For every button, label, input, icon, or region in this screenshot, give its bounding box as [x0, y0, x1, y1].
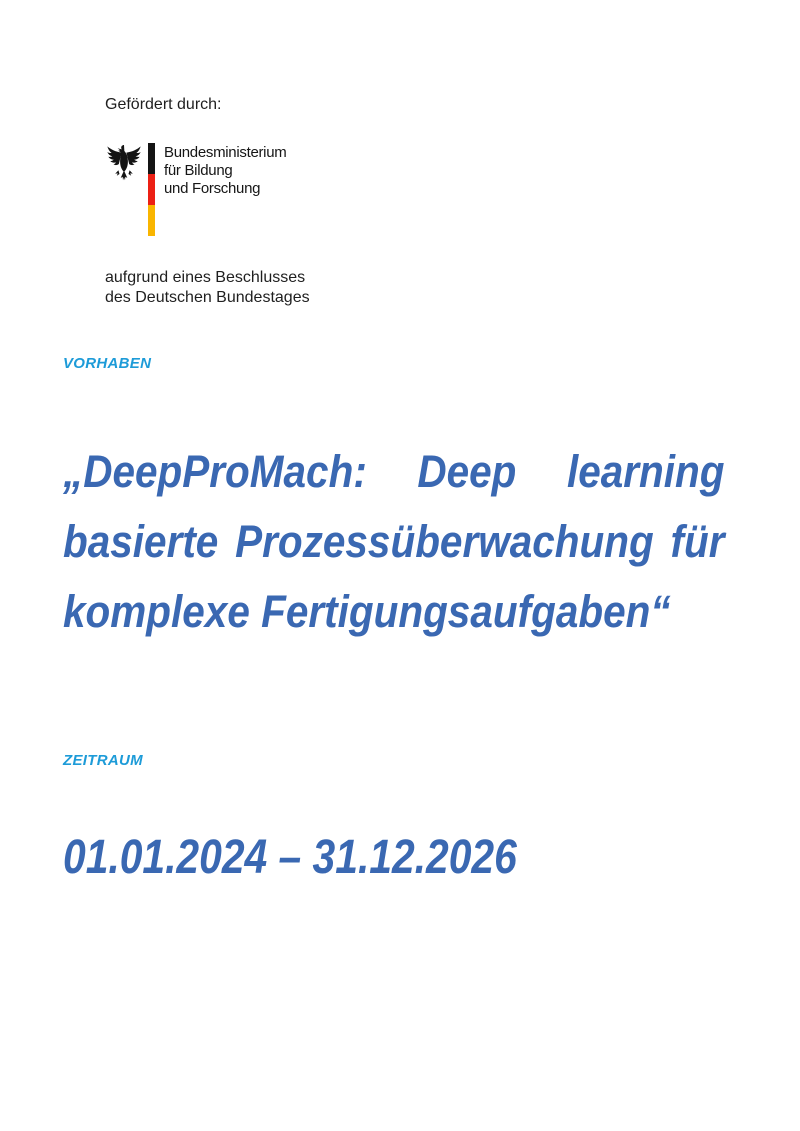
german-flag-stripe: [148, 143, 155, 236]
project-period: 01.01.2024 – 31.12.2026: [63, 831, 517, 884]
flag-stripe-red: [148, 174, 155, 205]
bundesadler-eagle-icon: [105, 143, 143, 187]
ministry-name-line: Bundesministerium: [164, 144, 287, 161]
project-title-line: komplexe Fertigungsaufgaben“: [63, 586, 671, 637]
project-title: [63, 437, 725, 647]
project-title-line: „DeepProMach: Deep learning: [63, 446, 725, 497]
flag-stripe-black: [148, 143, 155, 174]
funded-by-label: Gefördert durch:: [105, 96, 222, 113]
zeitraum-section-label: ZEITRAUM: [63, 752, 143, 769]
ministry-name: [164, 143, 286, 198]
note-line: aufgrund eines Beschlusses: [105, 269, 306, 286]
vorhaben-section-label: VORHABEN: [63, 355, 152, 372]
note-line: des Deutschen Bundestages: [105, 288, 310, 306]
project-title-line: basierte Prozessüberwachung für: [63, 516, 725, 567]
ministry-name-line: für Bildung: [164, 162, 233, 179]
flag-stripe-gold: [148, 205, 155, 236]
bmbf-logo: [105, 143, 286, 236]
bundestag-resolution-note: [105, 268, 310, 307]
ministry-name-line: und Forschung: [164, 180, 261, 197]
